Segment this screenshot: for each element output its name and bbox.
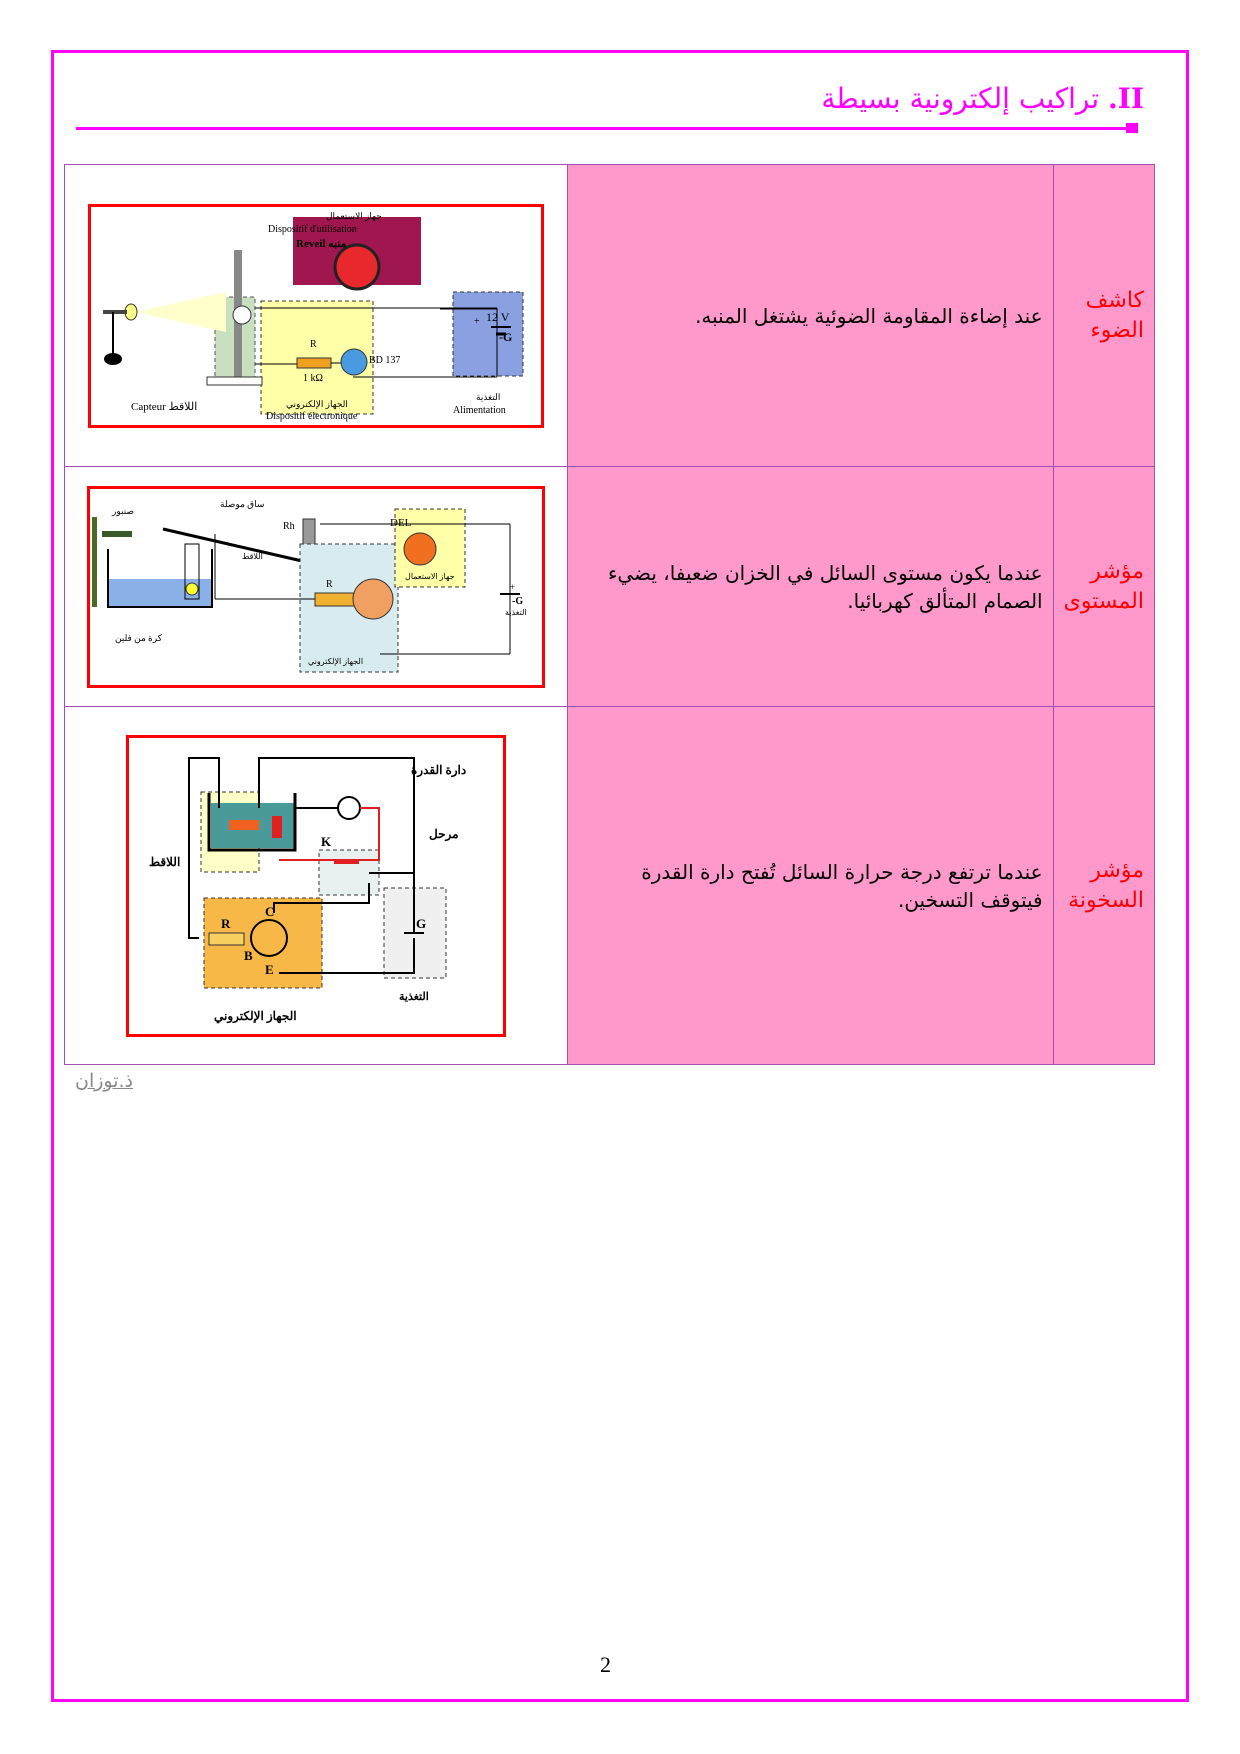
label-rh: Rh — [282, 520, 295, 532]
label-r: R — [220, 915, 231, 931]
section-title — [821, 82, 1144, 115]
label-sensor: Capteur اللاقط — [130, 400, 198, 413]
float-ball-icon — [186, 583, 198, 595]
label-k: K — [320, 833, 331, 849]
label-led: DEL — [389, 516, 412, 529]
section-title-text: تراكيب إلكترونية بسيطة — [821, 82, 1100, 115]
thermistor-icon — [229, 820, 259, 830]
label-electronic-fr: Dispositif électronique — [265, 410, 358, 422]
label-voltage: 12 V — [485, 309, 510, 324]
label-plus: + — [509, 581, 515, 592]
label-b: B — [243, 947, 253, 963]
label-usage-fr: Dispositif d'utilisation — [267, 223, 357, 235]
table-row — [65, 467, 1155, 707]
label-e: E — [264, 961, 274, 977]
sensor-base — [207, 377, 262, 385]
label-electronic-ar: الجهاز الإلكتروني — [285, 398, 348, 409]
title-underline — [76, 127, 1134, 130]
tap-icon — [102, 531, 132, 537]
resistor-icon — [297, 358, 331, 368]
label-supply: التغذية — [398, 990, 429, 1003]
section-number: II. — [1108, 82, 1144, 115]
light-beam — [136, 292, 226, 332]
label-r-value: 1 kΩ — [302, 372, 323, 384]
alarm-bell-icon — [335, 245, 379, 289]
label-rod: ساق موصلة — [219, 498, 265, 509]
label-sensor: اللاقط — [241, 551, 263, 561]
label-c: C — [264, 903, 275, 919]
heat-indicator-diagram — [126, 735, 506, 1037]
resistor-icon — [315, 593, 355, 606]
row-description: عندما ترتفع درجة حرارة السائل تُفتح دارة القدرة فيتوقف التسخين. — [567, 707, 1053, 1065]
conductive-rod — [163, 529, 315, 564]
label-float: كرة من فلين — [114, 632, 162, 643]
label-g: -G — [511, 595, 523, 607]
supply-box — [453, 292, 523, 376]
title-underline-end — [1126, 123, 1138, 133]
label-supply-fr: Alimentation — [452, 404, 506, 416]
label-electronic: الجهاز الإلكتروني — [213, 1008, 297, 1023]
label-supply: التغذية — [504, 607, 527, 617]
label-reveil: Reveil منبه — [295, 237, 347, 250]
transistor-icon — [353, 579, 393, 619]
light-detector-diagram — [88, 204, 544, 428]
diagram-cell — [65, 165, 568, 467]
row-name: كاشف الضوء — [1053, 165, 1154, 467]
row-name: مؤشر السخونة — [1053, 707, 1154, 1065]
resistor-icon — [209, 933, 244, 945]
table-row — [65, 707, 1155, 1065]
label-tap: صنبور — [111, 505, 134, 516]
label-g: G — [415, 915, 426, 931]
photoresistor-icon — [233, 306, 251, 324]
transistor-icon — [341, 349, 367, 375]
label-power-circuit: دارة القدرة — [410, 762, 467, 777]
label-r: R — [309, 338, 317, 350]
label-g: -G — [498, 329, 513, 344]
ac-source-icon — [338, 797, 360, 819]
circuits-table — [64, 164, 1155, 1065]
row-description: عندما يكون مستوى السائل في الخزان ضعيفا، يضيء الصمام المتألق كهربائيا. — [567, 467, 1053, 707]
row-description: عند إضاءة المقاومة الضوئية يشتغل المنبه. — [567, 165, 1053, 467]
label-usage: جهاز الاستعمال — [404, 571, 455, 581]
label-transistor: BD 137 — [368, 354, 401, 366]
led-icon — [404, 533, 436, 565]
diagram-cell — [65, 467, 568, 707]
heater-icon — [272, 816, 282, 838]
label-electronic: الجهاز الإلكتروني — [307, 656, 363, 666]
label-plus: + — [473, 315, 480, 327]
page-number: 2 — [600, 1652, 611, 1677]
label-r: R — [325, 578, 333, 590]
table-row — [65, 165, 1155, 467]
diagram-cell — [65, 707, 568, 1065]
row-name: مؤشر المستوى — [1053, 467, 1154, 707]
author-link[interactable]: ذ.توزان — [75, 1070, 134, 1092]
label-usage-ar: جهاز الاستعمال — [325, 210, 382, 221]
label-sensor: اللاقط — [148, 854, 181, 869]
label-relay: مرحل — [428, 826, 459, 841]
label-supply-ar: التغذية — [475, 391, 501, 402]
level-indicator-diagram — [87, 486, 545, 688]
